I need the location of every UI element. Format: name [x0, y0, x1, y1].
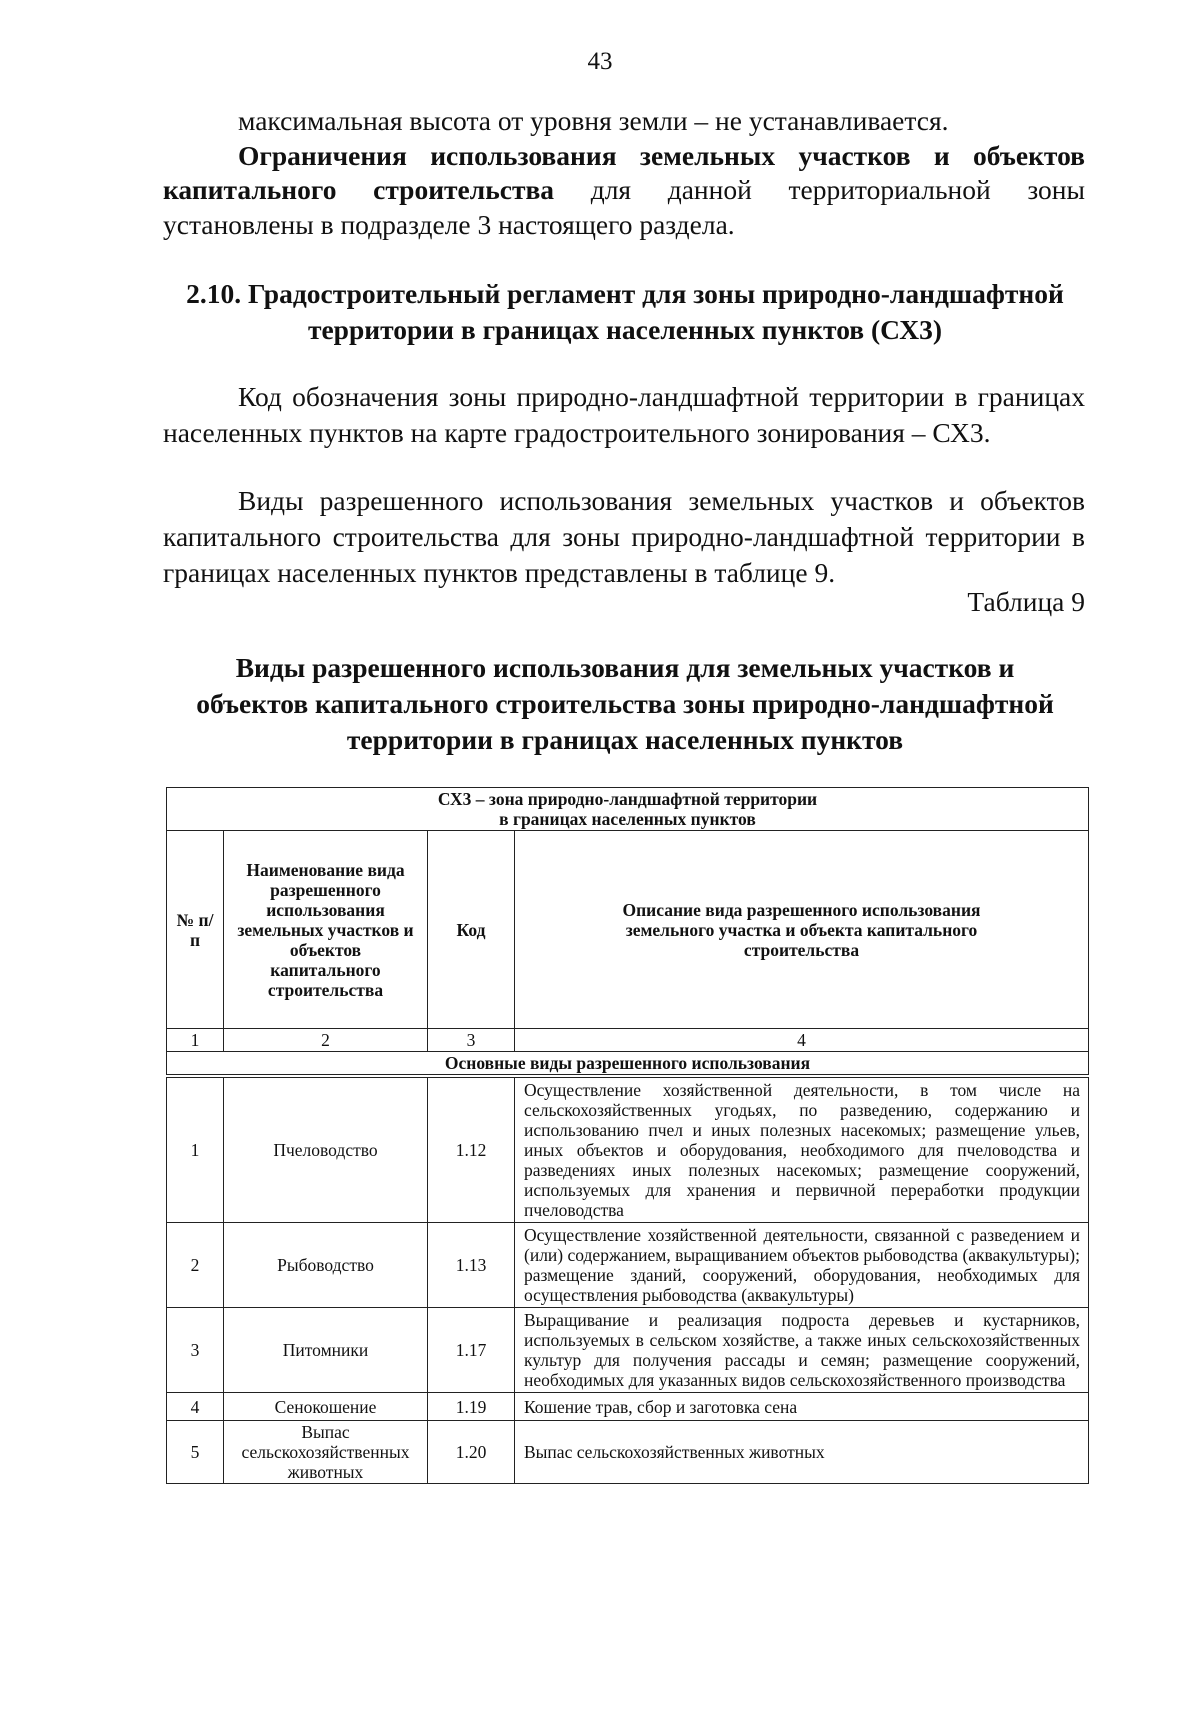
- col-num-header: № п/п: [167, 831, 224, 1029]
- row-code: 1.19: [428, 1393, 515, 1421]
- table-row: [167, 1076, 1089, 1223]
- section-heading-line2: территории в границах населенных пунктов (СХ3): [307, 314, 943, 345]
- restriction-paragraph-a: [163, 139, 1085, 207]
- row-name: Рыбоводство: [224, 1223, 428, 1308]
- row-desc: Выращивание и реализация подроста деревьев и кустарников, используемых в сельском хозяйстве, а также иных сельскохозяйственных культур для получения рассады и семян; размещение сооружений, необходимых для указанных видов сельскохозяйственного производства: [515, 1308, 1089, 1393]
- table-row: [167, 1223, 1089, 1308]
- zone-header: [167, 788, 1089, 831]
- row-num: 2: [167, 1223, 224, 1308]
- table-title-line3: территории в границах населенных пунктов: [346, 724, 904, 755]
- table-title-line2: объектов капитального строительства зоны природно-ландшафтной: [196, 688, 1054, 719]
- section-label: Основные виды разрешенного использования: [167, 1052, 1089, 1077]
- zone-header-line1: СХ3 – зона природно-ландшафтной территории: [437, 789, 818, 809]
- table-label: Таблица 9: [967, 586, 1085, 617]
- row-name: Пчеловодство: [224, 1076, 428, 1223]
- column-index-row: [167, 1029, 1089, 1052]
- row-num: 5: [167, 1421, 224, 1484]
- col-code-header: Код: [428, 831, 515, 1029]
- table-row: [167, 1393, 1089, 1421]
- section-heading-line1: 2.10. Градостроительный регламент для зоны природно-ландшафтной: [186, 278, 1064, 309]
- row-code: 1.20: [428, 1421, 515, 1484]
- permitted-uses-table: [166, 787, 1089, 1484]
- restriction-rest: для данной территориальной зоны: [590, 174, 1085, 205]
- row-desc: Кошение трав, сбор и заготовка сена: [515, 1393, 1089, 1421]
- row-name: Сенокошение: [224, 1393, 428, 1421]
- row-code: 1.13: [428, 1223, 515, 1308]
- col-name-header: Наименование вида разрешенного использования земельных участков и объектов капитального строительства: [224, 831, 428, 1029]
- intro-line: максимальная высота от уровня земли – не устанавливается.: [238, 105, 949, 136]
- row-code: 1.17: [428, 1308, 515, 1393]
- row-name: Выпас сельскохозяйственных животных: [224, 1421, 428, 1484]
- zone-header-row: [167, 788, 1089, 831]
- row-desc: Осуществление хозяйственной деятельности, в том числе на сельскохозяйственных угодьях, по разведению, содержанию и использованию пчел и иных полезных насекомых; размещение ульев, иных объектов и оборудования, необходимого для пчеловодства и разведениях иных полезных насекомых; размещение сооружений, используемых для хранения и первичной переработки продукции пчеловодства: [515, 1076, 1089, 1223]
- page-number: 43: [587, 48, 613, 75]
- zone-code-paragraph: Код обозначения зоны природно-ландшафтной территории в границах населенных пунктов на карте градостроительного зонирования – СХ3.: [163, 381, 1085, 448]
- row-desc: Осуществление хозяйственной деятельности, связанной с разведением и (или) содержанием, выращиванием объектов рыбоводства (аквакультуры); размещение зданий, сооружений, оборудования, необходимых для осуществления рыбоводства (аквакультуры): [515, 1223, 1089, 1308]
- uses-paragraph: Виды разрешенного использования земельных участков и объектов капитального строительства для зоны природно-ландшафтной территории в границах населенных пунктов представлены в таблице 9.: [163, 485, 1085, 588]
- col-index-1: 1: [167, 1029, 224, 1052]
- table-title-line1: Виды разрешенного использования для земельных участков и: [235, 652, 1015, 683]
- restriction-bold: Ограничения использования земельных участков и объектов капитального строительства: [163, 140, 1085, 205]
- row-num: 1: [167, 1076, 224, 1223]
- row-name: Питомники: [224, 1308, 428, 1393]
- row-desc: Выпас сельскохозяйственных животных: [515, 1421, 1089, 1484]
- col-index-4: 4: [515, 1029, 1089, 1052]
- section-row: [167, 1052, 1089, 1077]
- table-row: [167, 1421, 1089, 1484]
- col-index-2: 2: [224, 1029, 428, 1052]
- row-num: 3: [167, 1308, 224, 1393]
- row-code: 1.12: [428, 1076, 515, 1223]
- table-row: [167, 1308, 1089, 1393]
- row-num: 4: [167, 1393, 224, 1421]
- col-index-3: 3: [428, 1029, 515, 1052]
- column-header-row: [167, 831, 1089, 1029]
- col-desc-header: Описание вида разрешенного использования земельного участка и объекта капитального строительства: [515, 831, 1089, 1029]
- zone-header-line2: в границах населенных пунктов: [499, 809, 756, 829]
- restriction-paragraph-end: установлены в подразделе 3 настоящего раздела.: [163, 209, 735, 240]
